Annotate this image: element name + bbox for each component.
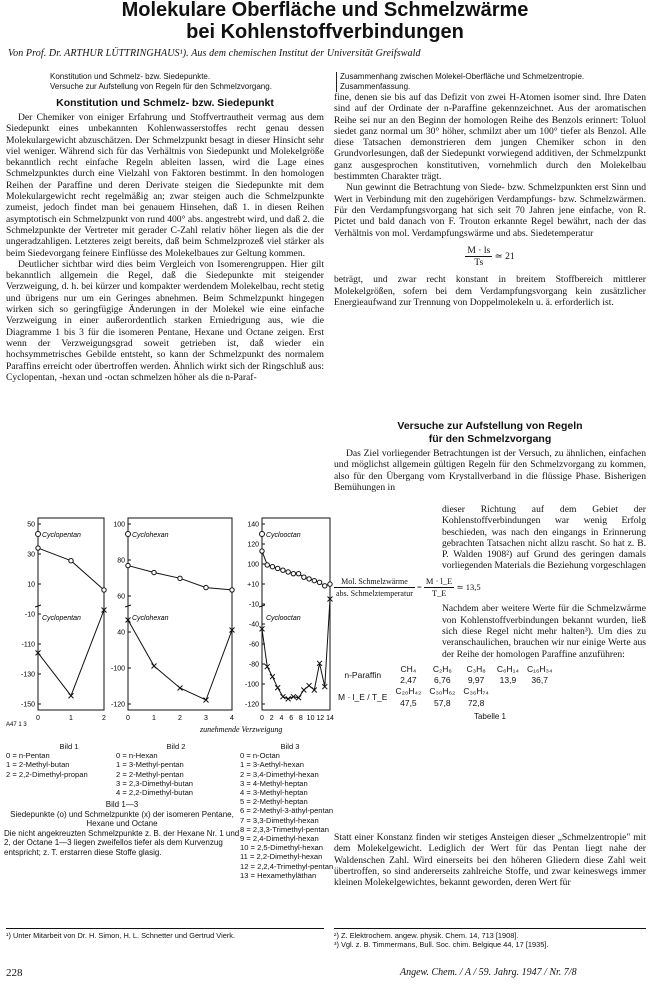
toc-item: Konstitution und Schmelz- bzw. Siedepunkte. (50, 72, 211, 81)
x-axis-label: zunehmende Verzweigung (200, 725, 283, 734)
boiling-point-marker (260, 549, 264, 553)
legend-item: 4 = 3-Methyl-heptan (240, 788, 308, 798)
title-line-1: Molekulare Oberfläche und Schmelzwärme (121, 0, 529, 21)
legend-item: 13 = Hexamethyläthan (240, 870, 317, 880)
paragraph: Statt einer Konstanz finden wir stetiges Ansteigen dieser „Schmelzentropie" mit dem Molekelgewicht. Lediglich der Wert für das Pentan liegt nahe der Waldenschen Zahl. Wird einerseits bei den höheren Gliedern diese Zahl weit übertroffen, so sind andererseits zahlreiche Stoffe, und zwar keineswegs immer kleinen Molekelgewichtes, bekannt geworden, deren Wert für (334, 832, 646, 889)
caption-body: Siedepunkte (o) und Schmelzpunkte (x) der isomeren Pentane, Hexane und Octane (10, 809, 234, 828)
paragraph: fine, denen sie bis auf das Defizit von zwei H-Atomen isomer sind. Ihre Daten sind auf der Ordinate der n-Paraffine gekennzeichnet. Aus der aromatischen Reihe sei nur an den Beginn der homologen Reihe des Benzols erinnert: Toluol siedet ganz normal um 30° höher, schmilzt aber um 100° tiefer als Benzol. Alle diese Tatsachen demonstrieren dem jungen Chemiker schon in den Grundvorlesungen, daß der Siedepunkt vorwiegend additiven, der Schmelzpunkt ganz ausgesprochen konstitutiven, vornehmlich durch den Molekelbau bestimmten Charakter trägt. (334, 92, 646, 183)
y-tick-label: -60 (248, 641, 259, 649)
cyclo-label: Cyclohexan (132, 532, 169, 539)
table-cell: C₂₀H₄₂ (395, 686, 422, 697)
x-tick-label: 1 (69, 715, 73, 722)
caption-note: Die nicht angekreuzten Schmelzpunkte z. B. der Hexane Nr. 1 und 2, der Octane 1—3 liegen zweifellos tiefer als dem Kurvenzug entspricht; z. T. erstarren diese Stoffe glasig. (4, 828, 240, 857)
x-tick-label: 8 (298, 715, 303, 722)
cyclo-boiling-marker (126, 532, 131, 537)
cyclo-label: Cyclopentan (42, 532, 81, 539)
toc-right (336, 72, 640, 92)
legend-item: 9 = 2,4-Dimethyl-hexan (240, 834, 319, 844)
y-tick-label: 40 (117, 629, 125, 637)
plot-frame (262, 518, 330, 710)
y-tick-label: -40 (248, 621, 259, 629)
walden-formula: $\frac{\text{Mol. Schmelzwärme}}{\text{abs. Schmelztemperatur}}$ = $\frac{M \cdot l\_E}{T\_E}$ ≃ 13,5 (336, 575, 481, 599)
boiling-point-marker (281, 568, 285, 572)
paragraph: Der Chemiker von einiger Erfahrung und Stoffvertrautheit vermag aus dem Siedepunkt eines unbekannten Kohlenwasserstoffes recht genau dessen Molekulargewicht abzuschätzen. Der Schmelzpunkt besagt in dieser Hinsicht sehr viel weniger. Während sich für das Verhältnis von Siedepunkt und Molekelgröße bekanntlich recht einfache Regeln ableiten lassen, wird die Lage eines Schmelzpunktes durch eine Vielzahl von Faktoren bestimmt. In den homologen Reihen der Paraffine und deren Derivate steigen die Siedepunkte mit dem Molekulargewicht recht regelmäßig an; zwar steigen auch die Schmelzpunkte zumeist, jedoch findet man bei genauem Hinsehen, daß 1. in diesen Reihen asymptotisch ein Schmelzpunkt von rund 400° abs. angestrebt wird, und daß 2. die Schmelzpunkte der Vertreter mit gerader C-Zahl relativ höher liegen als die der ungeradzahligen. Letzteres zeigt bereits, daß beim Schmelzprozeß viel stärker als beim Siedevorgang feinere Einflüsse des Molekelbaues zur Geltung kommen. (6, 112, 324, 259)
boiling-point-marker (270, 565, 274, 569)
cyclo-label: Cyclohexan (132, 615, 169, 622)
melting-point-marker (270, 674, 275, 679)
table-cell: CH₄ (400, 663, 417, 674)
table-cell: 9,97 (467, 675, 485, 686)
x-tick-label: 4 (279, 715, 284, 722)
y-tick-label: 10 (27, 581, 35, 589)
journal-ref: Angew. Chem. / A / 59. Jahrg. 1947 / Nr. 7/8 (400, 967, 577, 978)
boiling-point-marker (317, 580, 321, 584)
toc-item: Versuche zur Aufstellung von Regeln für den Schmelzvorgang. (50, 82, 272, 91)
section2-intro (334, 448, 646, 493)
x-tick-label: 2 (269, 715, 274, 722)
figure-tag: A47 1 3 (6, 722, 27, 728)
legend-item: 3 = 2,3-Dimethyl-butan (116, 778, 194, 788)
byline: Von Prof. Dr. ARTHUR LÜTTRINGHAUS¹). Aus dem chemischen Institut der Universität Greifswald (8, 48, 421, 59)
legend-item: 1 = 3-Methyl-pentan (116, 760, 184, 770)
cyclo-label: Cyclooctan (266, 532, 301, 539)
table-label: n-Paraffin (344, 669, 382, 680)
footnote-1: ¹) Unter Mitarbeit von Dr. H. Simon, H. L. Schnetter und Gertrud Vierk. (6, 931, 236, 940)
boiling-point-line (38, 548, 104, 590)
paragraph: Deutlicher sichtbar wird dies beim Vergleich von Isomerengruppen. Hier gilt bekanntlich allgemein die Regel, daß die Siedepunkte mit steigender Verzweigung, d. h. bei kürzer und kompakter werdendem Molekelbau, recht stetig und übrigens nur um ein Geringes abnehmen. Beim Schmelzpunkt hingegen wirken sich so geringfügige Änderungen in der Molekel wie eine einfache Verzweigung in einer außerordentlich starken Erniedrigung aus, wie die Diagramme 1 bis 3 für die isomeren Pentane, Hexane und Octane zeigen. Erst wenn der Verzweigungsgrad soweit getrieben ist, daß wieder ein hochsymmetrisches Gebilde entsteht, so kann der Schmelzpunkt des normalem Paraffins erreicht oder übertroffen werden. Ähnlich wirkt sich der Ringschluß aus: Cyclopentan, -hexan und -octan schmelzen höher als die n-Paraf- (6, 258, 324, 383)
paraffin-table (334, 664, 646, 722)
table-cell: C₂H₆ (432, 663, 452, 674)
y-tick-label: -120 (244, 701, 259, 709)
x-tick-label: 1 (152, 715, 156, 722)
y-tick-label: -10 (24, 611, 35, 619)
boiling-point-marker (307, 577, 311, 581)
y-tick-label: 100 (113, 521, 125, 529)
legend-item: 12 = 2,2,4-Trimethyl-pentan (240, 861, 334, 871)
page-number: 228 (6, 967, 23, 979)
boiling-point-marker (302, 575, 306, 579)
y-tick-label: -130 (20, 671, 35, 679)
legend-bild1 (6, 742, 116, 779)
toc-item: Zusammenhang zwischen Molekel-Oberfläche und Schmelzentropie. (340, 72, 585, 81)
legend-item: 5 = 2-Methyl-heptan (240, 797, 308, 807)
boiling-point-marker (286, 570, 290, 574)
section2-text-narrow (336, 504, 646, 722)
boiling-point-marker (178, 576, 182, 580)
melting-point-marker (280, 694, 285, 699)
boiling-point-marker (126, 563, 130, 567)
paragraph: Nachdem aber weitere Werte für die Schmelzwärme von Kohlenstoffverbindungen bekannt wurden, ließ sich diese Regel nicht mehr halten³). Um dies zu veranschaulichen, brauchen wir nur einige Werte aus der Reihe der homologen Paraffine anzuführen: (442, 603, 646, 660)
table-cell: C₃₀H₆₂ (429, 686, 456, 697)
toc-left (50, 72, 320, 92)
x-tick-label: 2 (102, 715, 106, 722)
legend-item: 7 = 3,3-Dimethyl-hexan (240, 815, 319, 825)
table-cell: 13,9 (499, 675, 517, 686)
boiling-point-marker (230, 588, 234, 592)
melting-point-marker (286, 696, 291, 701)
melting-point-marker (152, 664, 157, 669)
paragraph: beträgt, und zwar recht konstant in breitem Stoffbereich mittlerer Molekelgrößen, sofern bei dem Verdampfungsvorgang kein zusätzlicher Energieaufwand zur Trennung von Doppelmolekeln u. ä. erforderlich ist. (334, 274, 646, 309)
y-tick-label: 140 (247, 521, 259, 529)
x-tick-label: 0 (260, 715, 264, 722)
cyclo-label: Cyclooctan (266, 615, 301, 622)
legend-item: 0 = n-Octan (240, 751, 280, 761)
caption-title: Bild 1—3 (105, 800, 139, 809)
footnote-2: ²) Z. Elektrochem. angew. physik. Chem. 14, 713 [1908]. (334, 931, 519, 940)
paragraph: Nun gewinnt die Betrachtung von Siede- bzw. Schmelzpunkten erst Sinn und Wert in Verbindung mit den zugehörigen Verdampfungs- bzw. Schmelzwärmen. Für den Verdampfungsvorgang hat sich seit 70 Jahren jene einfache, von R. Pictet und bald danach von F. Trouton erkannte Regel bewährt, nach der das Verhältnis von mol. Verdampfungswärme und abs. Siedetemperatur (334, 182, 646, 239)
legend-item: 6 = 2-Methyl-3-äthyl-pentan (240, 806, 334, 816)
trouton-formula: $\frac{M \cdot ls}{Ts}$ ≃ 21 (467, 244, 515, 269)
legend-bild2 (116, 742, 236, 797)
x-tick-label: 6 (289, 715, 294, 722)
footnote-rule (334, 928, 646, 929)
legend-item: 2 = 2,2-Dimethyl-propan (6, 769, 88, 779)
paragraph: Das Ziel vorliegender Betrachtungen ist der Versuch, zu ähnlichen, einfachen und möglichst allgemein gültigen Regeln für den Schmelzvorgang zu kommen, also für den Übergang vom Krystallverband in die flüssige Phase. Bisherigen Bemühungen in (334, 448, 646, 493)
boiling-point-marker (312, 578, 316, 582)
paragraph: dieser Richtung auf dem Gebiet der Kohlenstoffverbindungen war wenig Erfolg beschieden, was nach den eingangs in Erinnerung gebrachten Tatsachen nicht allzu rascht. So hat z. B. P. Walden 1908²) auf Grund des geringen damals vorliegenden Materials die Beziehung vorgeschlagen (442, 504, 646, 572)
table-label: M · l_E / T_E (338, 692, 388, 703)
boiling-point-marker (69, 559, 73, 563)
legend-item: 2 = 2-Methyl-pentan (116, 769, 184, 779)
footnote-rule (6, 928, 324, 929)
legend-item: 3 = 4-Methyl-heptan (240, 778, 308, 788)
melting-point-marker (275, 685, 280, 690)
title-line-2: bei Kohlenstoffverbindungen (186, 21, 464, 43)
boiling-point-marker (323, 584, 327, 588)
table-cell: C₃₆H₇₄ (463, 686, 489, 697)
legend-item: 2 = 3,4-Dimethyl-hexan (240, 769, 319, 779)
y-tick-label: -120 (110, 701, 125, 709)
y-tick-label: -100 (244, 681, 259, 689)
melting-point-marker (69, 693, 74, 698)
legend-item: 0 = n-Pentan (6, 751, 50, 761)
table-caption: Tabelle 1 (473, 712, 507, 722)
y-tick-label: 60 (117, 593, 125, 601)
y-tick-label: 30 (27, 551, 35, 559)
y-tick-label: 100 (247, 561, 259, 569)
figure-label: Bild 1 (59, 742, 79, 751)
toc-item: Zusammenfassung. (340, 82, 411, 91)
cyclo-label: Cyclopentan (42, 615, 81, 622)
legend-item: 0 = n-Hexan (116, 751, 158, 761)
legend-item: 10 = 2,5-Dimethyl-hexan (240, 843, 323, 853)
section-heading-2: Versuche zur Aufstellung von Regeln für den Schmelzvorgang (397, 420, 583, 445)
boiling-point-marker (296, 571, 300, 575)
legend-item: 1 = 2-Methyl-butan (6, 760, 70, 770)
y-tick-label: 120 (247, 541, 259, 549)
y-tick-label: -10 (248, 601, 259, 609)
boiling-point-marker (152, 570, 156, 574)
y-tick-label: -100 (110, 665, 125, 673)
plot-frame (128, 518, 232, 710)
figure-label: Bild 3 (280, 742, 300, 751)
y-tick-label: 80 (117, 557, 125, 565)
y-tick-label: -150 (20, 701, 35, 709)
section-heading-1: Konstitution und Schmelz- bzw. Siedepunkt (56, 97, 274, 109)
x-tick-label: 3 (204, 715, 208, 722)
x-tick-label: 0 (36, 715, 40, 722)
boiling-point-marker (36, 546, 40, 550)
melting-point-marker (307, 683, 312, 688)
legend-item: 8 = 2,3,3-Trimethyl-pentan (240, 824, 329, 834)
boiling-point-marker (102, 588, 106, 592)
footnote-3: ³) Vgl. z. B. Timmermans, Bull. Soc. chim. Belgique 44, 17 [1935]. (334, 940, 549, 949)
x-tick-label: 4 (230, 715, 234, 722)
table-cell: C₆H₁₄ (496, 663, 519, 674)
legend-item: 1 = 3-Aethyl-hexan (240, 760, 304, 770)
cyclo-boiling-marker (260, 532, 265, 537)
legend-item: 4 = 2,2-Dimethyl-butan (116, 788, 194, 798)
x-tick-label: 0 (126, 715, 130, 722)
table-cell: C₃H₈ (466, 663, 486, 674)
table-cell: 47,5 (400, 697, 417, 708)
boiling-point-marker (204, 585, 208, 589)
y-tick-label: 50 (27, 521, 35, 529)
x-tick-label: 12 (316, 715, 325, 722)
boiling-point-marker (265, 563, 269, 567)
melting-point-marker (301, 688, 306, 693)
melting-point-marker (204, 698, 209, 703)
table-cell: C₁₆H₃₄ (526, 663, 553, 674)
figure-label: Bild 2 (166, 742, 186, 751)
x-tick-label: 2 (178, 715, 182, 722)
boiling-point-marker (291, 571, 295, 575)
table-cell: 36,7 (531, 675, 548, 686)
legend-bild3 (240, 742, 340, 880)
table-cell: 6,76 (434, 675, 451, 686)
table-cell: 57,8 (434, 697, 451, 708)
legend-item: 11 = 2,2-Dimethyl-hexan (240, 852, 323, 862)
boiling-point-marker (275, 566, 279, 570)
y-tick-label: +10 (247, 581, 259, 589)
melting-point-line (262, 599, 330, 699)
left-column-text (6, 112, 324, 383)
table-cell: 2,47 (400, 675, 417, 686)
figure-caption (4, 800, 240, 857)
plot-frame (38, 518, 104, 710)
x-tick-label: 10 (306, 715, 315, 722)
x-tick-label: 14 (326, 715, 334, 722)
section2-continued (334, 832, 646, 888)
charts-figure (0, 510, 332, 738)
melting-point-line (38, 610, 104, 696)
table-cell: 72,8 (467, 697, 485, 708)
cyclo-boiling-marker (36, 532, 41, 537)
y-tick-label: -110 (21, 641, 35, 649)
right-column-text (334, 92, 646, 308)
boiling-point-marker (328, 582, 332, 586)
y-tick-label: -80 (248, 661, 259, 669)
melting-point-marker (178, 686, 183, 691)
